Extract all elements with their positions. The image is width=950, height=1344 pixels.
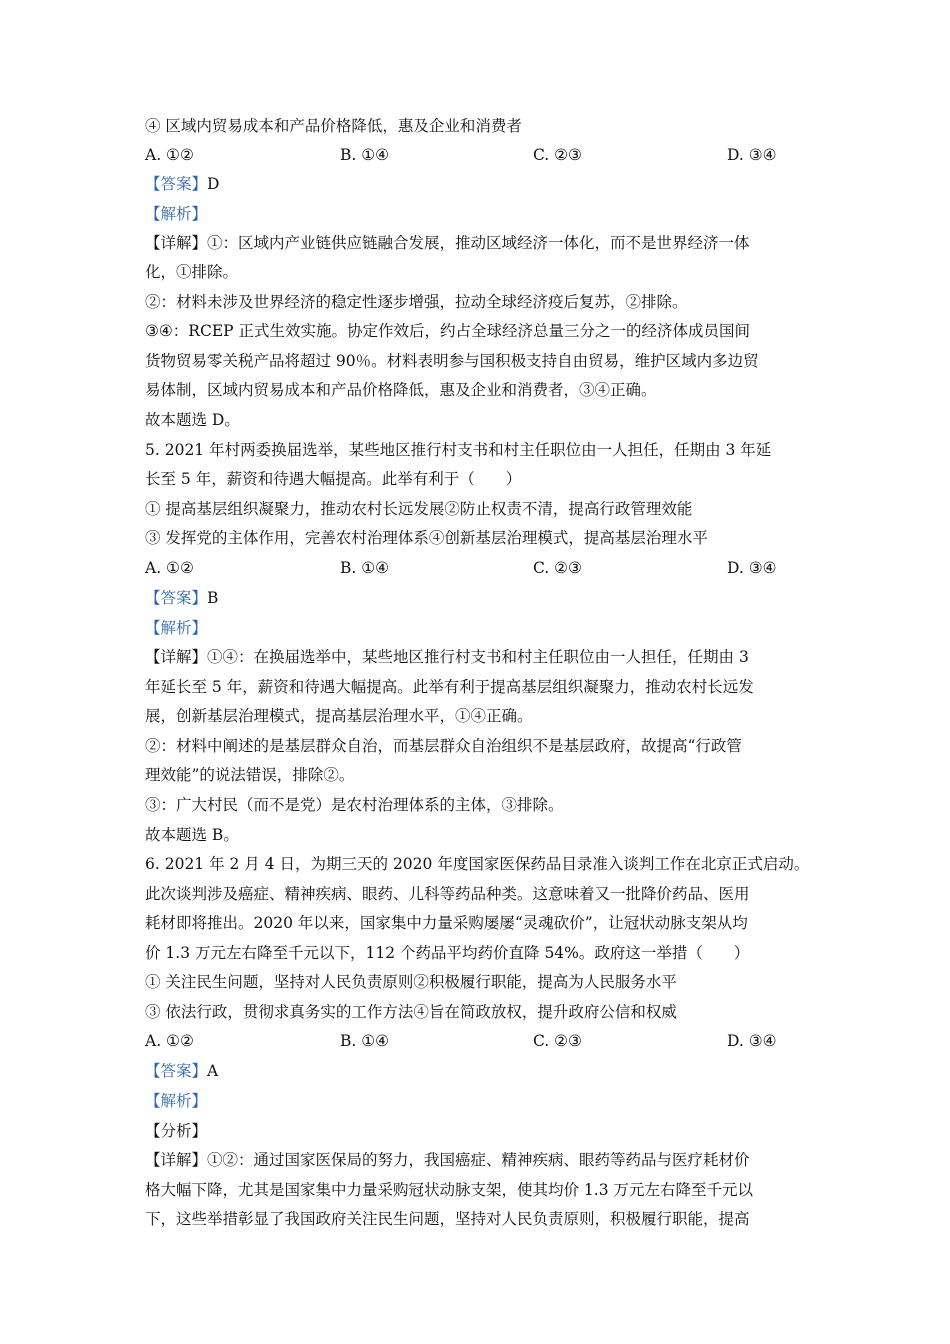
detail-text: ①：区域内产业链供应链融合发展，推动区域经济一体化，而不是世界经济一体 — [207, 234, 750, 252]
q6-detail-line-2: 格大幅下降，尤其是国家集中力量采购冠状动脉支架，使其均价 1.3 万元左右降至千元以 — [145, 1181, 754, 1199]
q5-answer — [145, 588, 218, 608]
q6-stem-line-2: 此次谈判涉及癌症、精神疾病、眼药、儿科等药品种类。这意味着又一批降价药品、医用 — [145, 885, 750, 903]
q5-conclusion: 故本题选 B。 — [145, 826, 239, 844]
answer-tag: 【答案】 — [145, 589, 208, 607]
q5-detail-line-2: 年延长至 5 年，薪资和待遇大幅提高。此举有利于提高基层组织凝聚力，推动农村长远发 — [145, 678, 754, 696]
q4-detail-line-1 — [145, 233, 750, 253]
answer-tag: 【答案】 — [145, 175, 208, 193]
q4-answer — [145, 174, 219, 194]
q4-detail-line-3: ②：材料未涉及世界经济的稳定性逐步增强，拉动全球经济疫后复苏，②排除。 — [145, 293, 688, 311]
q5-detail-line-1 — [145, 647, 749, 667]
q6-detail-line-1 — [145, 1150, 750, 1170]
q4-choice-a: A. ①② — [145, 146, 194, 164]
q5-stem-line-2: 长至 5 年，薪资和待遇大幅提高。此举有利于（ ） — [145, 470, 522, 488]
q5-choice-b: B. ①④ — [340, 559, 390, 577]
q6-answer — [145, 1061, 218, 1081]
q5-choice-a: A. ①② — [145, 559, 194, 577]
q6-choice-b: B. ①④ — [340, 1032, 390, 1050]
q4-detail-line-5: 货物贸易零关税产品将超过 90％。材料表明参与国积极支持自由贸易，维护区域内多边贸 — [145, 352, 759, 370]
q4-option-4: ④ 区域内贸易成本和产品价格降低，惠及企业和消费者 — [145, 117, 522, 135]
q4-detail-line-4: ③④：RCEP 正式生效实施。协定作效后，约占全球经济总量三分之一的经济体成员国间 — [145, 322, 750, 340]
q5-detail-line-6: ③：广大村民（而不是党）是农村治理体系的主体，③排除。 — [145, 796, 564, 814]
detail-text: ①②：通过国家医保局的努力，我国癌症、精神疾病、眼药等药品与医疗耗材价 — [207, 1151, 750, 1169]
q6-stem-line-1: 6. 2021 年 2 月 4 日，为期三天的 2020 年度国家医保药品目录准入谈判工作在北京正式启动。 — [145, 855, 810, 873]
answer-value: D — [207, 175, 220, 193]
detail-tag: 【详解】 — [145, 234, 208, 252]
q5-detail-line-3: 展，创新基层治理模式，提高基层治理水平，①④正确。 — [145, 707, 533, 725]
q6-fenxi-tag: 【分析】 — [145, 1122, 208, 1140]
answer-value: B — [207, 589, 219, 607]
q4-choice-c: C. ②③ — [533, 146, 582, 164]
q5-choice-d: D. ③④ — [727, 559, 777, 577]
q5-stem-line-1: 5. 2021 年村两委换届选举，某些地区推行村支书和村主任职位由一人担任，任期由 3 年延 — [145, 441, 772, 459]
q6-stem-line-3: 耗材即将推出。2020 年以来，国家集中力量采购屡屡“灵魂砍价”，让冠状动脉支架从均 — [145, 914, 748, 932]
q4-detail-line-2: 化，①排除。 — [145, 263, 239, 281]
q6-choice-c: C. ②③ — [533, 1032, 582, 1050]
q5-detail-line-4: ②：材料中阐述的是基层群众自治，而基层群众自治组织不是基层政府，故提高“行政管 — [145, 737, 742, 755]
q5-options-line-2: ③ 发挥党的主体作用，完善农村治理体系④创新基层治理模式，提高基层治理水平 — [145, 529, 708, 547]
q5-detail-line-5: 理效能”的说法错误，排除②。 — [145, 766, 355, 784]
q4-choice-d: D. ③④ — [727, 146, 777, 164]
q5-options-line-1: ① 提高基层组织凝聚力，推动农村长远发展②防止权责不清，提高行政管理效能 — [145, 500, 693, 518]
q6-analysis-tag: 【解析】 — [145, 1092, 208, 1110]
detail-tag: 【详解】 — [145, 648, 208, 666]
q4-choice-b: B. ①④ — [340, 146, 390, 164]
q4-detail-line-6: 易体制，区域内贸易成本和产品价格降低，惠及企业和消费者，③④正确。 — [145, 381, 657, 399]
q6-options-line-2: ③ 依法行政，贯彻求真务实的工作方法④旨在简政放权，提升政府公信和权威 — [145, 1003, 677, 1021]
detail-tag: 【详解】 — [145, 1151, 208, 1169]
q6-choice-d: D. ③④ — [727, 1032, 777, 1050]
detail-text: ①④：在换届选举中，某些地区推行村支书和村主任职位由一人担任，任期由 3 — [207, 648, 749, 666]
q6-detail-line-3: 下，这些举措彰显了我国政府关注民生问题，坚持对人民负责原则，积极履行职能，提高 — [145, 1210, 750, 1228]
q4-conclusion: 故本题选 D。 — [145, 411, 240, 429]
q5-choice-c: C. ②③ — [533, 559, 582, 577]
answer-tag: 【答案】 — [145, 1062, 208, 1080]
q6-choice-a: A. ①② — [145, 1032, 194, 1050]
q4-analysis-tag: 【解析】 — [145, 205, 208, 223]
q6-stem-line-4: 价 1.3 万元左右降至千元以下，112 个药品平均药价直降 54%。政府这一举措（ ） — [145, 944, 750, 962]
answer-value: A — [207, 1062, 219, 1080]
q5-analysis-tag: 【解析】 — [145, 619, 208, 637]
q6-options-line-1: ① 关注民生问题，坚持对人民负责原则②积极履行职能，提高为人民服务水平 — [145, 973, 677, 991]
